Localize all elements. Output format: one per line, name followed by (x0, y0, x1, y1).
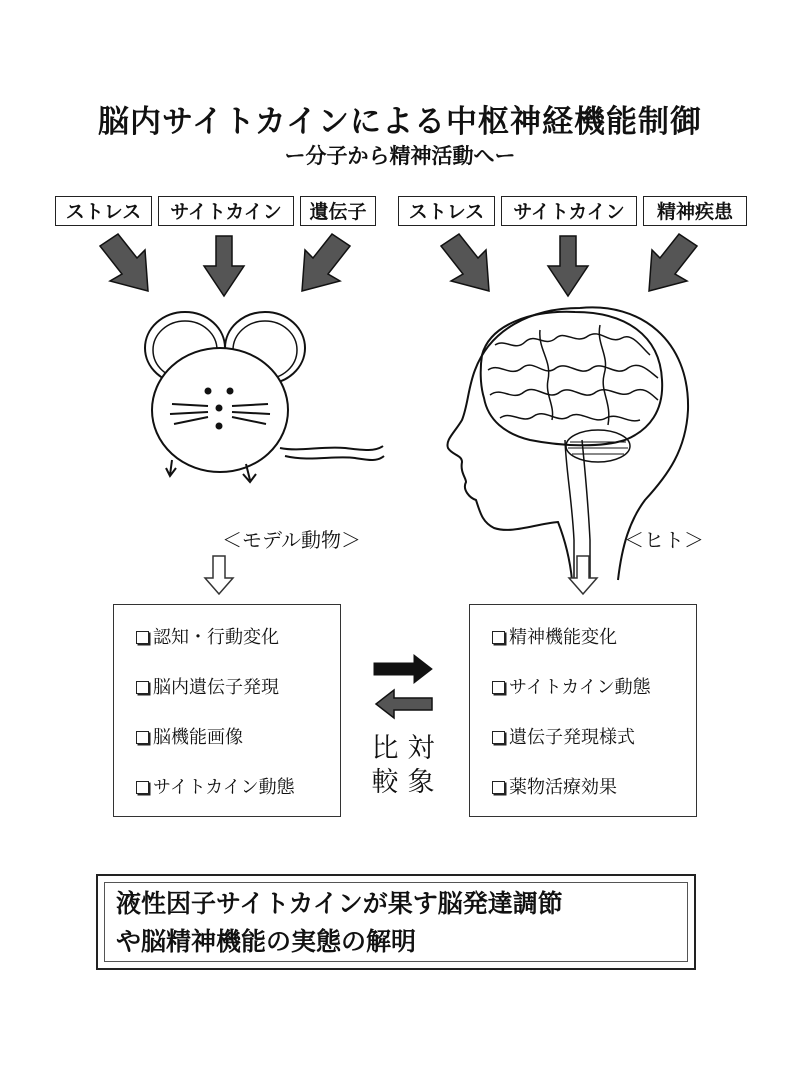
model-findings-box (113, 604, 341, 817)
model-item: 脳機能画像 (136, 723, 243, 749)
compare-char: 比 (371, 733, 399, 764)
factor-tag-stress-right: ストレス (398, 196, 495, 226)
human-findings-box (469, 604, 697, 817)
hollow-arrow-right (569, 556, 597, 594)
model-item: 脳内遺伝子発現 (136, 673, 279, 699)
arrow-diagonal-right (100, 234, 148, 291)
compare-char: 較 (371, 767, 399, 798)
compare-char: 対 (407, 733, 435, 764)
model-item: 認知・行動変化 (136, 623, 279, 649)
factor-tag-gene: 遺伝子 (300, 196, 376, 226)
factor-tag-cytokine-right: サイトカイン (501, 196, 637, 226)
human-label: ＜ヒト＞ (624, 528, 704, 552)
hollow-down-arrows (205, 556, 597, 594)
conclusion-line: 液性因子サイトカインが果す脳発達調節 (116, 889, 563, 918)
model-animal-label: ＜モデル動物＞ (222, 528, 361, 552)
mouse-tail (280, 446, 384, 460)
human-item: 薬物活療効果 (492, 773, 617, 799)
factor-tag-stress-left: ストレス (55, 196, 152, 226)
conclusion-box (96, 874, 696, 970)
conclusion-line: や脳精神機能の実態の解明 (116, 927, 417, 956)
arrow-down (204, 236, 244, 296)
right-input-arrows (441, 234, 697, 296)
compare-char: 象 (407, 767, 435, 798)
brain-outline (481, 312, 663, 445)
factor-tag-psychiatric-disease: 精神疾患 (643, 196, 747, 226)
model-item: サイトカイン動態 (136, 773, 295, 799)
arrow-diagonal-left (649, 234, 697, 291)
arrow-right-bold (374, 655, 432, 683)
human-item: サイトカイン動態 (492, 673, 651, 699)
hollow-arrow-left (205, 556, 233, 594)
arrow-down (548, 236, 588, 296)
human-item: 精神機能変化 (492, 623, 617, 649)
factor-tag-cytokine-left: サイトカイン (158, 196, 294, 226)
left-input-arrows (100, 234, 350, 296)
human-item: 遺伝子発現様式 (492, 723, 635, 749)
arrow-diagonal-right (441, 234, 489, 291)
page-subtitle: ー分子から精神活動へー (284, 144, 516, 168)
mouse-illustration (145, 312, 384, 482)
arrow-diagonal-left (302, 234, 350, 291)
comparison-arrows (374, 655, 432, 718)
page-title: 脳内サイトカインによる中枢神経機能制御 (98, 104, 702, 140)
arrow-left-hollow (376, 690, 432, 718)
